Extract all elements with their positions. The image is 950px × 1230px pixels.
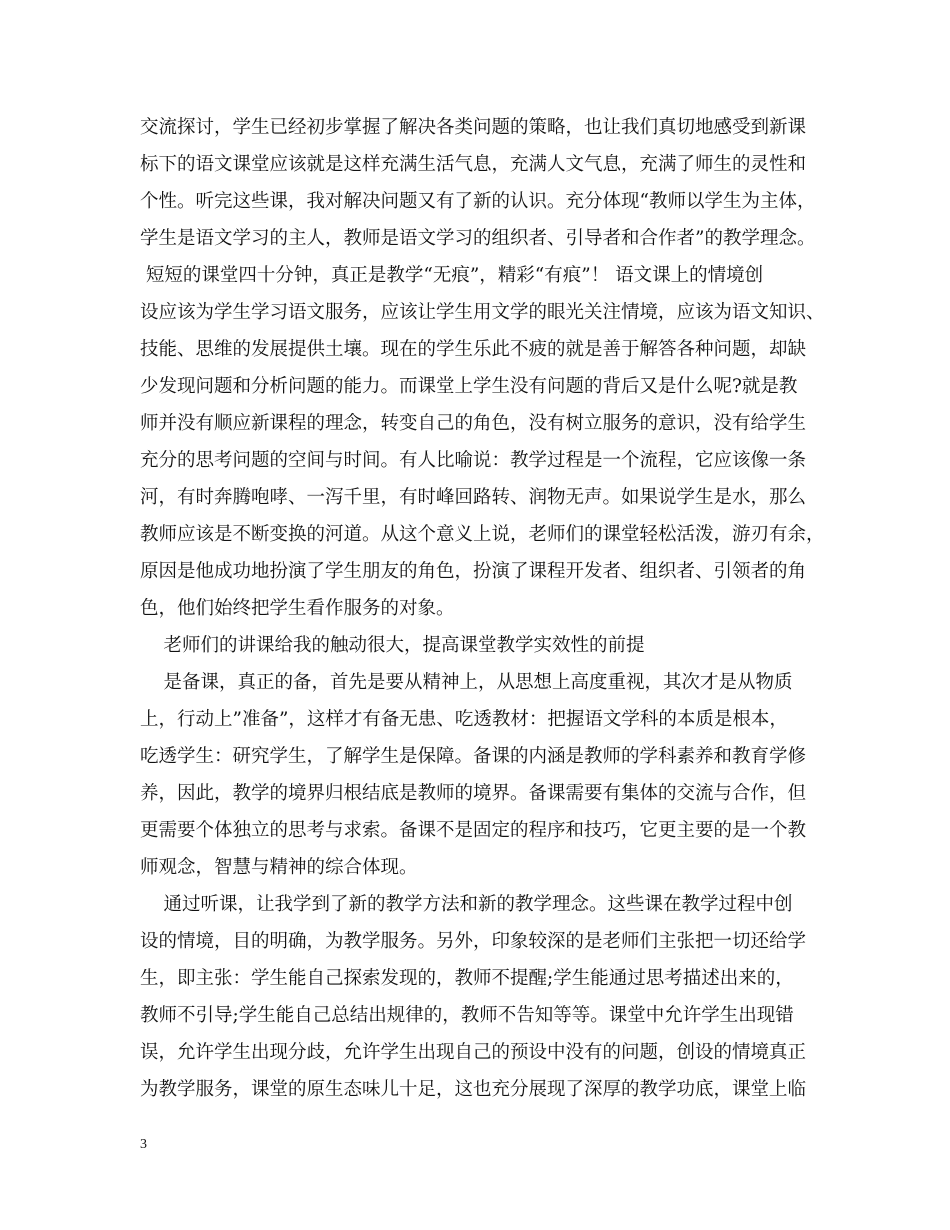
text-line: 个性。听完这些课，我对解决问题又有了新的认识。充分体现“教师以学生为主体， [140, 191, 816, 212]
text-line: 上，行动上”准备”，这样才有备无患、吃透教材：把握语文学科的本质是根本， [140, 709, 788, 730]
text-line: 是备课，真正的备，首先是要从精神上，从思想上高度重视，其次才是从物质 [140, 672, 793, 693]
text-line: 充分的思考问题的空间与时间。有人比喻说：教学过程是一个流程，它应该像一条 [140, 450, 807, 471]
text-line: 师观念，智慧与精神的综合体现。 [140, 857, 418, 878]
text-line: 生，即主张：学生能自己探索发现的，教师不提醒;学生能通过思考描述出来的， [140, 968, 794, 989]
text-line: 色，他们始终把学生看作服务的对象。 [140, 598, 455, 619]
text-line: 通过听课，让我学到了新的教学方法和新的教学理念。这些课在教学过程中创 [140, 894, 793, 915]
page-number: 3 [140, 1137, 147, 1152]
text-line: 误，允许学生出现分歧，允许学生出现自己的预设中没有的问题，创设的情境真正 [140, 1042, 807, 1063]
text-line: 设的情境，目的明确，为教学服务。另外，印象较深的是老师们主张把一切还给学 [140, 931, 807, 952]
text-line: 学生是语文学习的主人，教师是语文学习的组织者、引导者和合作者”的教学理念。 [140, 228, 816, 249]
text-line: 老师们的讲课给我的触动很大，提高课堂教学实效性的前提 [140, 635, 645, 656]
text-line: 交流探讨，学生已经初步掌握了解决各类问题的策略，也让我们真切地感受到新课 [140, 117, 807, 138]
text-line: 更需要个体独立的思考与求索。备课不是固定的程序和技巧，它更主要的是一个教 [140, 820, 807, 841]
text-line: 为教学服务，课堂的原生态味儿十足，这也充分展现了深厚的教学功底，课堂上临 [140, 1079, 807, 1100]
text-line: 少发现问题和分析问题的能力。而课堂上学生没有问题的背后又是什么呢?就是教 [140, 376, 798, 397]
text-line: 设应该为学生学习语文服务，应该让学生用文学的眼光关注情境，应该为语文知识、 [140, 302, 825, 323]
text-line: 技能、思维的发展提供土壤。现在的学生乐此不疲的就是善于解答各种问题，却缺 [140, 339, 807, 360]
text-line: 养，因此，教学的境界归根结底是教师的境界。备课需要有集体的交流与合作，但 [140, 783, 807, 804]
text-line: 原因是他成功地扮演了学生朋友的角色，扮演了课程开发者、组织者、引领者的角 [140, 561, 807, 582]
text-line: 教师不引导;学生能自己总结出规律的，教师不告知等等。课堂中允许学生出现错 [140, 1005, 794, 1026]
text-line: 师并没有顺应新课程的理念，转变自己的角色，没有树立服务的意识，没有给学生 [140, 413, 807, 434]
text-line: 教师应该是不断变换的河道。从这个意义上说，老师们的课堂轻松活泼，游刃有余， [140, 524, 825, 545]
text-line: 标下的语文课堂应该就是这样充满生活气息，充满人文气息，充满了师生的灵性和 [140, 154, 807, 175]
text-line: 吃透学生：研究学生，了解学生是保障。备课的内涵是教师的学科素养和教育学修 [140, 746, 807, 767]
text-line: 河，有时奔腾咆哮、一泻千里，有时峰回路转、润物无声。如果说学生是水，那么 [140, 487, 807, 508]
text-line: 短短的课堂四十分钟，真正是教学“无痕”，精彩“有痕”！ 语文课上的情境创 [140, 265, 764, 286]
